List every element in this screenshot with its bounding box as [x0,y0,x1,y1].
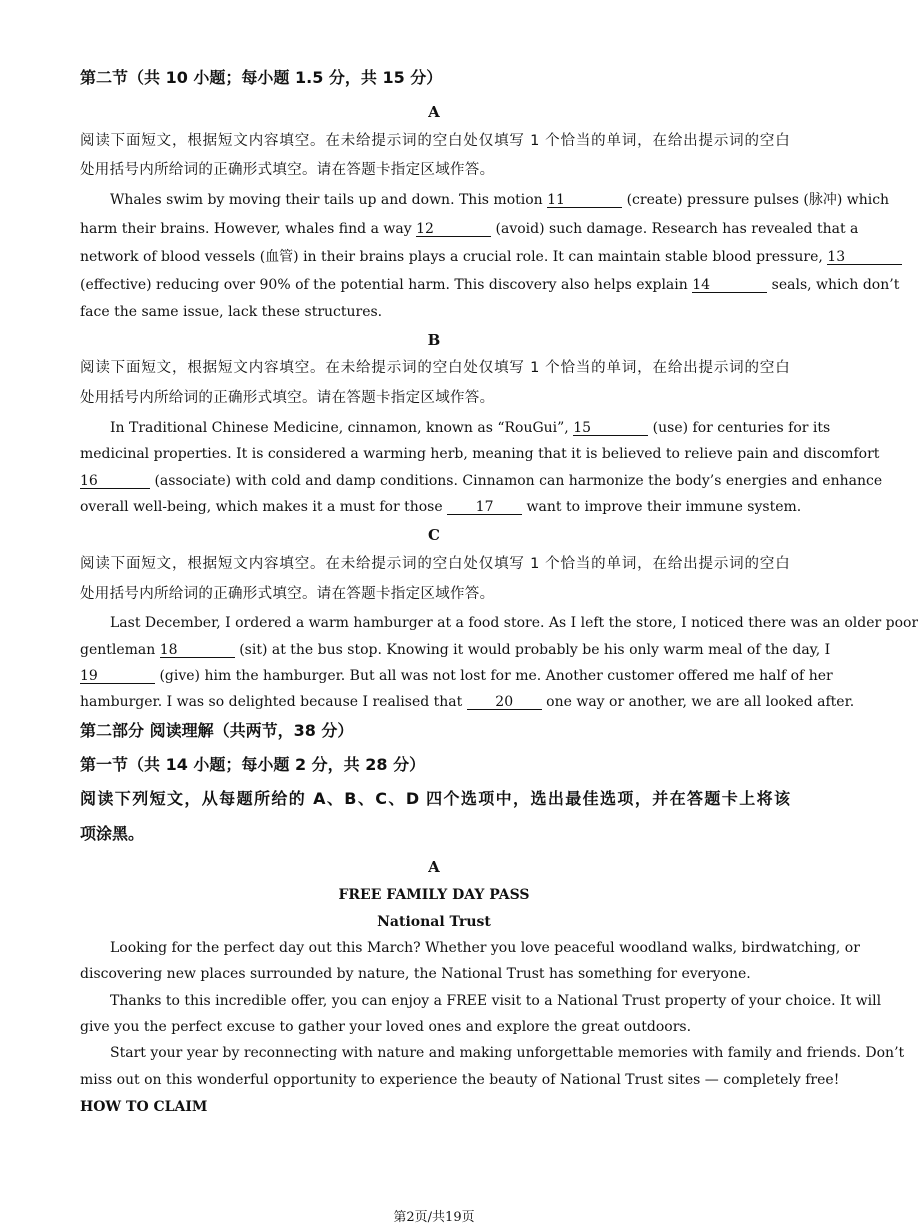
instructions-line: 处用括号内所给词的正确形式填空。请在答题卡指定区域作答。 [80,586,495,602]
paragraph-line [80,276,900,294]
paragraph-line: Last December, I ordered a warm hamburger at a food store. As I left the store, I noticed there was an older poor [110,615,918,631]
paragraph-line [80,248,846,266]
text-fragment: (give) him the hamburger. But all was not lost for me. Another customer offered me half of her [159,668,833,684]
blank-16: 16 [80,474,150,489]
text-fragment: overall well-being, which makes it a must for those [80,499,443,515]
passage-title: FREE FAMILY DAY PASS [338,887,530,903]
passage-a-label: A [428,858,440,876]
paragraph-line [80,693,855,711]
instructions-line: 阅读下面短文，根据短文内容填空。在未给提示词的空白处仅填写 1 个恰当的单词，在给出提示词的空白 [80,133,790,149]
paragraph-line: Start your year by reconnecting with nature and making unforgettable memories with family and friends. Don’t [110,1045,905,1061]
text-fragment: (sit) at the bus stop. Knowing it would probably be his only warm meal of the day, I [239,642,831,658]
page-number: 第2页/共19页 [393,1210,475,1225]
paragraph-line: give you the perfect excuse to gather your loved ones and explore the great outdoors. [80,1019,692,1035]
paragraph-line: discovering new places surrounded by nature, the National Trust has something for everyone. [80,966,751,982]
paragraph-line [80,472,883,490]
text-fragment: one way or another, we are all looked after. [546,694,855,710]
paragraph-line [80,667,833,685]
instructions-line: 阅读下面短文，根据短文内容填空。在未给提示词的空白处仅填写 1 个恰当的单词，在给出提示词的空白 [80,556,790,572]
text-fragment: (avoid) such damage. Research has revealed that a [495,221,859,237]
text-fragment: gentleman [80,642,156,658]
passage-b-label: B [427,331,441,349]
blank-18: 18 [160,643,235,658]
text-fragment: (use) for centuries for its [652,420,831,436]
text-fragment: In Traditional Chinese Medicine, cinnamon, known as “RouGui”, [110,420,569,436]
paragraph-line: miss out on this wonderful opportunity to experience the beauty of National Trust sites — completely free! [80,1072,840,1088]
part-heading: 第二部分 阅读理解（共两节，38 分） [80,721,354,740]
passage-c-label: C [428,526,440,544]
blank-12: 12 [416,222,491,237]
instructions-line: 处用括号内所给词的正确形式填空。请在答题卡指定区域作答。 [80,390,495,406]
paragraph-line [80,498,802,516]
blank-14: 14 [692,278,767,293]
instructions-line: 处用括号内所给词的正确形式填空。请在答题卡指定区域作答。 [80,162,495,178]
instructions-line: 阅读下列短文，从每题所给的 A、B、C、D 四个选项中，选出最佳选项，并在答题卡上将该 [80,789,790,808]
section-heading: 第一节（共 14 小题；每小题 2 分，共 28 分） [80,755,426,774]
text-fragment: network of blood vessels (血管) in their brains plays a crucial role. It can maintain stable blood pressure, [80,249,823,265]
blank-17: 17 [447,500,522,515]
text-fragment: want to improve their immune system. [526,499,802,515]
instructions-line: 项涂黑。 [80,824,145,843]
paragraph-line: face the same issue, lack these structures. [80,304,383,320]
section-heading: 第二节（共 10 小题；每小题 1.5 分，共 15 分） [80,68,443,87]
blank-20: 20 [467,695,542,710]
paragraph-line: Thanks to this incredible offer, you can enjoy a FREE visit to a National Trust property of your choice. It will [110,993,882,1009]
text-fragment: (effective) reducing over 90% of the potential harm. This discovery also helps explain [80,277,688,293]
paragraph-line [80,641,831,659]
blank-15: 15 [573,421,648,436]
blank-19: 19 [80,669,155,684]
instructions-line: 阅读下面短文，根据短文内容填空。在未给提示词的空白处仅填写 1 个恰当的单词，在给出提示词的空白 [80,360,790,376]
passage-a-label: A [428,103,440,121]
paragraph-line: medicinal properties. It is considered a warming herb, meaning that it is believed to relieve pain and discomfort [80,446,880,462]
passage-subtitle: National Trust [377,914,491,930]
text-fragment: seals, which don’t [771,277,900,293]
how-to-claim-heading: HOW TO CLAIM [80,1099,208,1115]
text-fragment: (associate) with cold and damp conditions. Cinnamon can harmonize the body’s energies and enhance [154,473,883,489]
paragraph-line [80,191,890,209]
blank-11: 11 [547,193,622,208]
text-fragment: Whales swim by moving their tails up and down. This motion [110,192,543,208]
paragraph-line: Looking for the perfect day out this March? Whether you love peaceful woodland walks, birdwatching, or [110,940,860,956]
text-fragment: hamburger. I was so delighted because I realised that [80,694,463,710]
paragraph-line [80,419,831,437]
text-fragment: harm their brains. However, whales find a way [80,221,412,237]
paragraph-line [80,220,859,238]
blank-13: 13 [827,250,902,265]
text-fragment: (create) pressure pulses (脉冲) which [626,192,890,208]
